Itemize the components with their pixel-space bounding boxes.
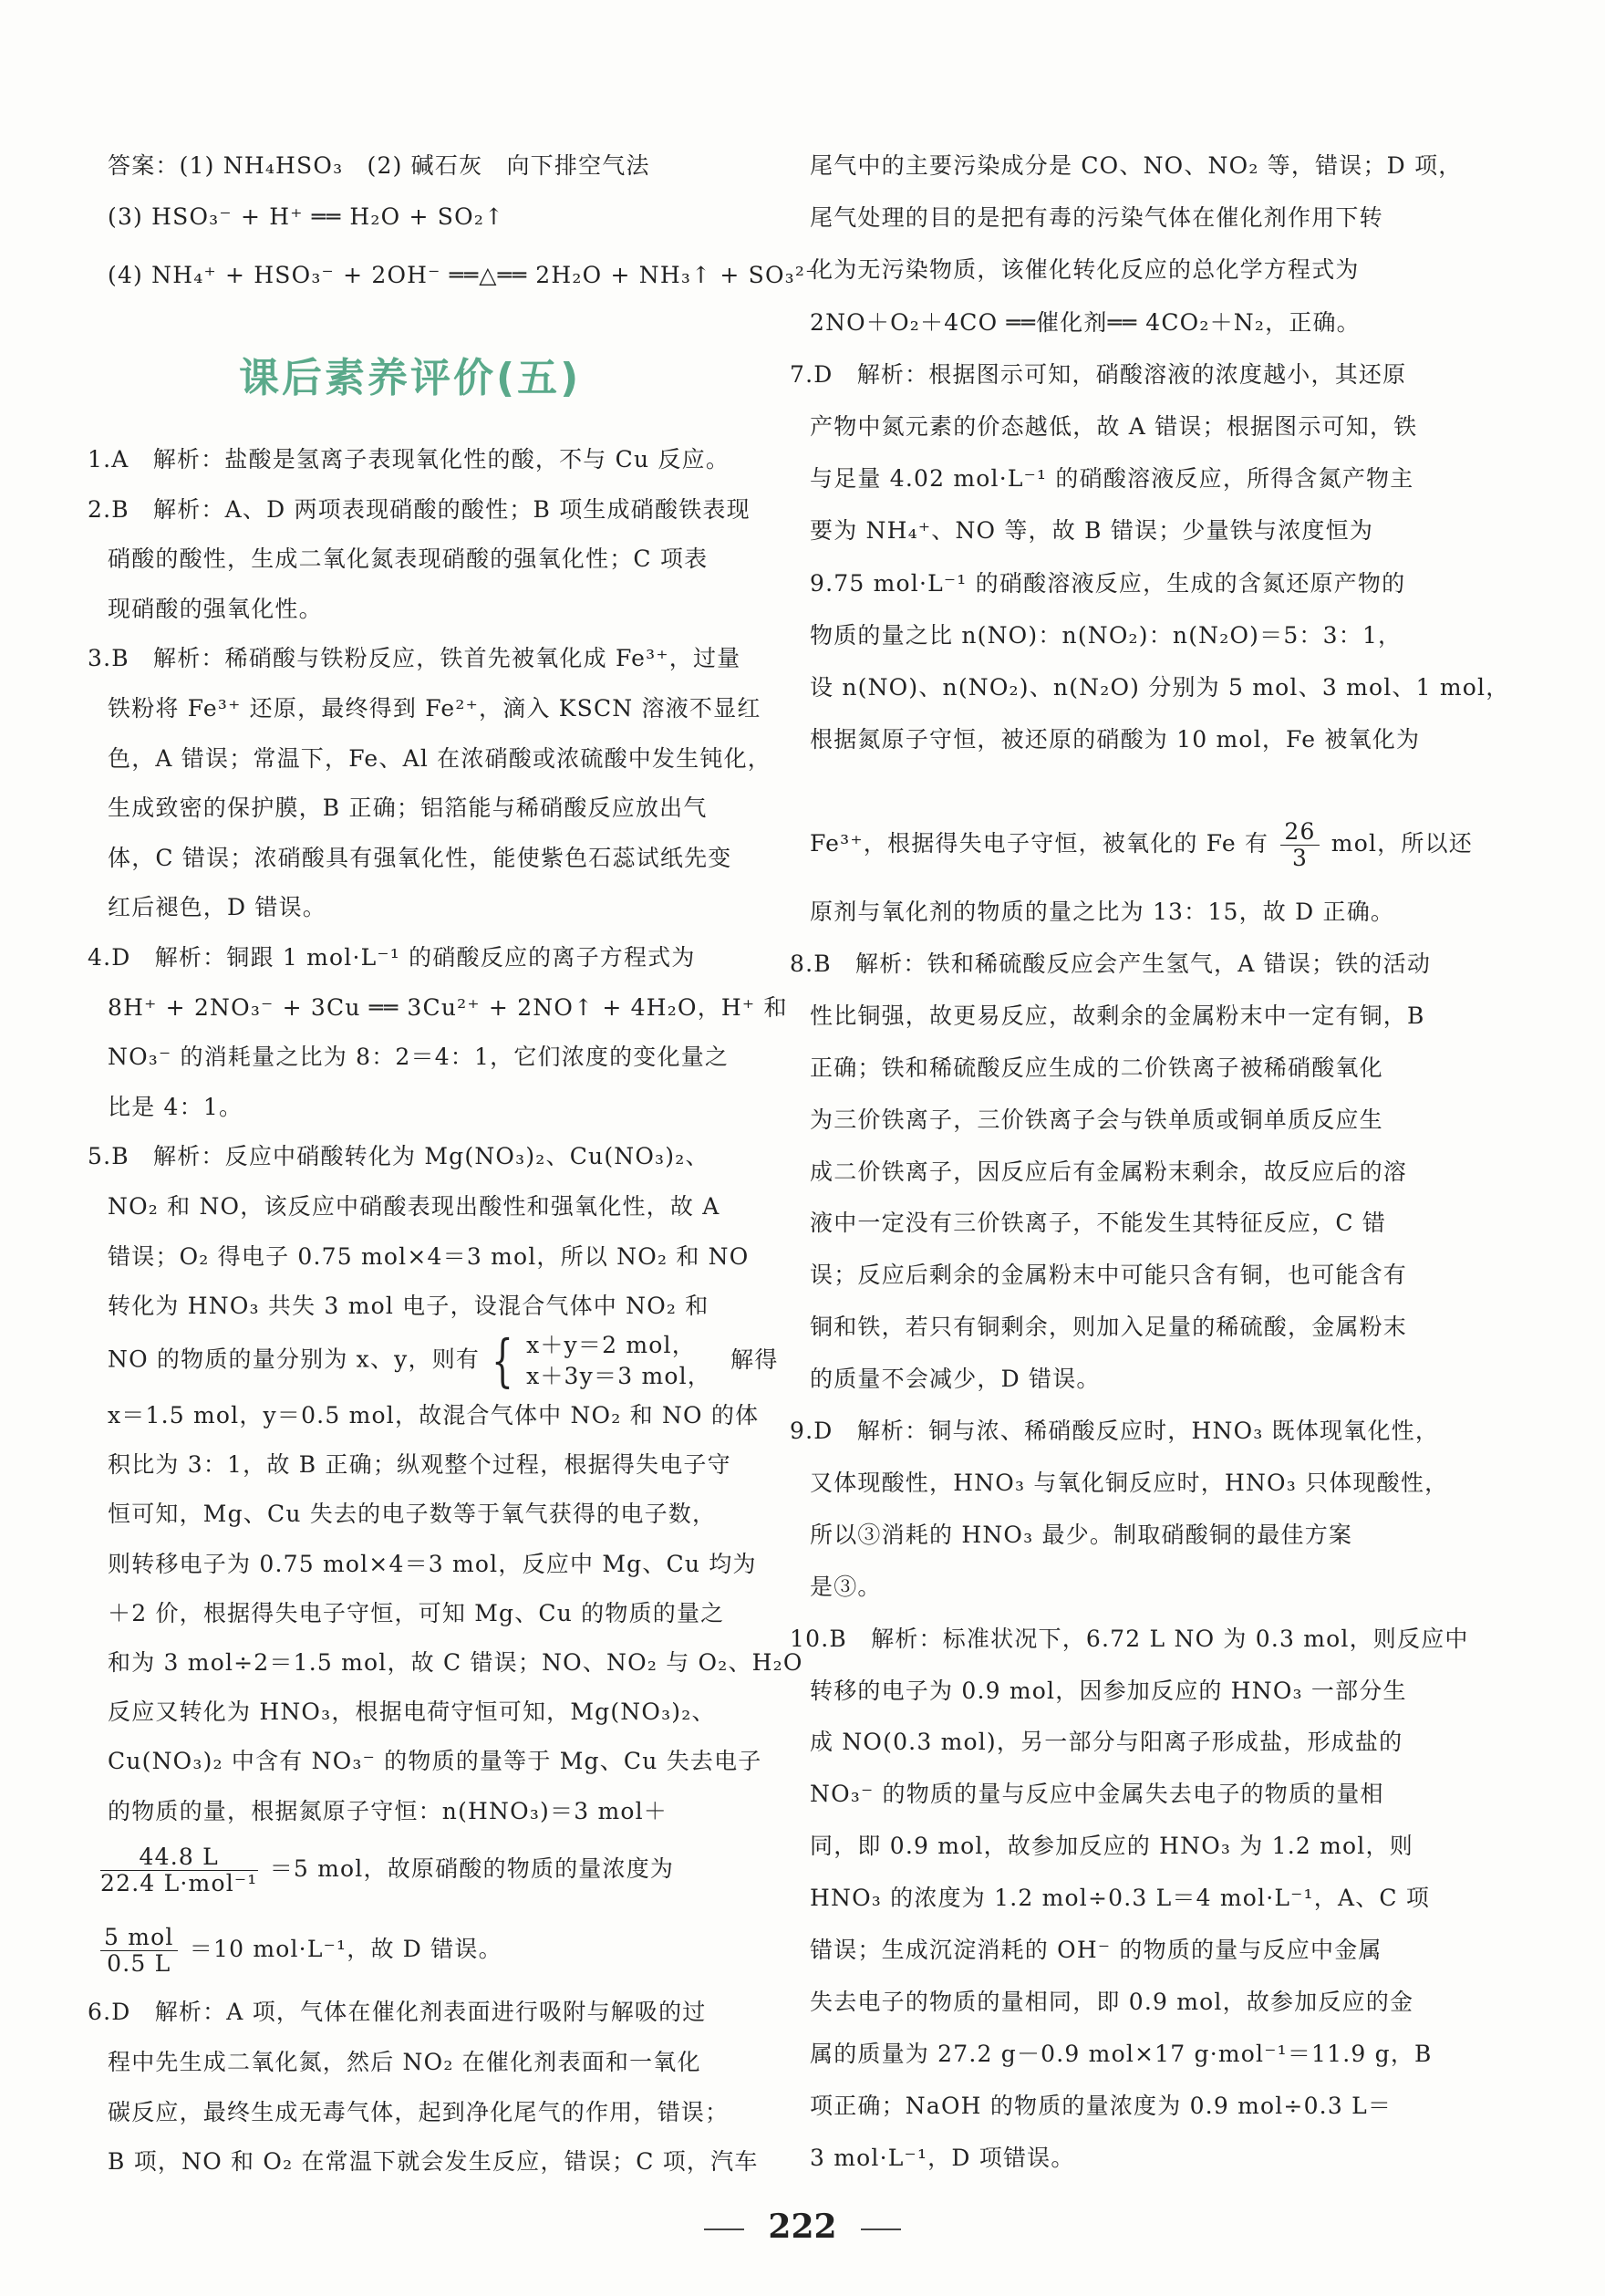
text-line: 产物中氮元素的价态越低，故 A 错误；根据图示可知，铁 xyxy=(810,413,1418,440)
text-line: HNO₃ 的浓度为 1.2 mol÷0.3 L＝4 mol·L⁻¹，A、C 项 xyxy=(810,1885,1431,1912)
text-line: 9.75 mol·L⁻¹ 的硝酸溶液反应，生成的含氮还原产物的 xyxy=(810,569,1406,597)
fraction-line-1 xyxy=(97,1844,674,1896)
page-number xyxy=(0,2208,1605,2246)
equation-2: x＋3y＝3 mol， xyxy=(526,1363,711,1389)
fraction-2-suffix: ＝10 mol·L⁻¹，故 D 错误。 xyxy=(189,1936,502,1962)
fraction-1-numerator: 44.8 L xyxy=(100,1844,258,1871)
answer-item: 2.B 解析：A、D 两项表现硝酸的酸性；B 项生成硝酸铁表现 xyxy=(88,495,751,523)
text-line: 现硝酸的强氧化性。 xyxy=(108,595,323,622)
answer-item: 4.D 解析：铜跟 1 mol·L⁻¹ 的硝酸反应的离子方程式为 xyxy=(88,944,696,971)
text-line: 生成致密的保护膜，B 正确；铝箔能与稀硝酸反应放出气 xyxy=(108,795,708,822)
answer-item: 1.A 解析：盐酸是氢离子表现氧化性的酸，不与 Cu 反应。 xyxy=(88,446,730,473)
equation-1: x＋y＝2 mol， xyxy=(526,1332,696,1358)
text-line: 正确；铁和稀硫酸反应生成的二价铁离子被稀硝酸氧化 xyxy=(810,1054,1383,1081)
fe-prefix: Fe³⁺，根据得失电子守恒，被氧化的 Fe 有 xyxy=(810,830,1269,857)
text-line: 根据氮原子守恒，被还原的硝酸为 10 mol，Fe 被氧化为 xyxy=(810,726,1421,753)
text-line: 成 NO(0.3 mol)，另一部分与阳离子形成盐，形成盐的 xyxy=(810,1729,1403,1756)
answer-item: 5.B 解析：反应中硝酸转化为 Mg(NO₃)₂、Cu(NO₃)₂、 xyxy=(88,1143,709,1170)
left-brace: { xyxy=(492,1327,514,1394)
system-prefix: NO 的物质的量分别为 x、y，则有 xyxy=(108,1345,481,1373)
text-line: 恒可知，Mg、Cu 失去的电子数等于氧气获得的电子数， xyxy=(108,1501,717,1528)
page-dash-left xyxy=(704,2228,744,2230)
text-line: 原剂与氧化剂的物质的量之比为 13：15，故 D 正确。 xyxy=(810,899,1395,925)
text-line: 3 mol·L⁻¹，D 项错误。 xyxy=(810,2144,1075,2171)
text-line: 程中先生成二氧化氮，然后 NO₂ 在催化剂表面和一氧化 xyxy=(108,2048,701,2075)
text-line: 设 n(NO)、n(NO₂)、n(N₂O) 分别为 5 mol、3 mol、1 mol， xyxy=(810,674,1510,701)
fe-fraction-line xyxy=(810,819,1473,871)
fraction-2-denominator: 0.5 L xyxy=(107,1950,171,1977)
answer-item: 7.D 解析：根据图示可知，硝酸溶液的浓度越小，其还原 xyxy=(790,360,1407,388)
text-line: 硝酸的酸性，生成二氧化氮表现硝酸的强氧化性；C 项表 xyxy=(108,545,709,573)
text-line: 的质量不会减少，D 错误。 xyxy=(810,1366,1101,1393)
text-line: 同，即 0.9 mol，故参加反应的 HNO₃ 为 1.2 mol，则 xyxy=(810,1833,1413,1860)
fraction-1 xyxy=(100,1844,258,1896)
text-line: 性比铜强，故更易反应，故剩余的金属粉末中一定有铜，B xyxy=(810,1002,1425,1029)
fraction-line-2 xyxy=(97,1925,502,1977)
equation-system-line xyxy=(108,1327,779,1394)
text-line: 所以③消耗的 HNO₃ 最少。制取硝酸铜的最佳方案 xyxy=(810,1521,1353,1548)
text-line: 铜和铁，若只有铜剩余，则加入足量的稀硫酸，金属粉末 xyxy=(810,1314,1408,1341)
answer-item: 9.D 解析：铜与浓、稀硝酸反应时，HNO₃ 既体现氧化性， xyxy=(790,1418,1440,1444)
text-line: 反应又转化为 HNO₃，根据电荷守恒可知，Mg(NO₃)₂、 xyxy=(108,1699,716,1726)
text-line: 8H⁺ + 2NO₃⁻ + 3Cu ══ 3Cu²⁺ + 2NO↑ + 4H₂O，H⁺ 和 xyxy=(108,993,788,1021)
text-line: 成二价铁离子，因反应后有金属粉末剩余，故反应后的溶 xyxy=(810,1158,1408,1185)
text-line: 碳反应，最终生成无毒气体，起到净化尾气的作用，错误； xyxy=(108,2098,730,2125)
answer-line-3: (4) NH₄⁺ + HSO₃⁻ + 2OH⁻ ══△══ 2H₂O + NH₃↑ + SO₃²⁻ xyxy=(108,262,819,288)
fraction-3-numerator: 26 xyxy=(1280,819,1319,846)
text-line: Cu(NO₃)₂ 中含有 NO₃⁻ 的物质的量等于 Mg、Cu 失去电子 xyxy=(108,1748,762,1775)
answer-item: 6.D 解析：A 项，气体在催化剂表面进行吸附与解吸的过 xyxy=(88,1999,707,2025)
fraction-1-denominator: 22.4 L·mol⁻¹ xyxy=(100,1870,258,1896)
text-line: NO₂ 和 NO，该反应中硝酸表现出酸性和强氧化性，故 A xyxy=(108,1193,720,1220)
system-suffix: 解得 xyxy=(730,1345,779,1373)
text-line: 为三价铁离子，三价铁离子会与铁单质或铜单质反应生 xyxy=(810,1106,1383,1133)
text-line: 又体现酸性，HNO₃ 与氧化铜反应时，HNO₃ 只体现酸性， xyxy=(810,1469,1449,1496)
text-line: 与足量 4.02 mol·L⁻¹ 的硝酸溶液反应，所得含氮产物主 xyxy=(810,465,1414,493)
text-line: 铁粉将 Fe³⁺ 还原，最终得到 Fe²⁺，滴入 KSCN 溶液不显红 xyxy=(108,695,761,722)
answer-item: 10.B 解析：标准状况下，6.72 L NO 为 0.3 mol，则反应中 xyxy=(790,1625,1469,1652)
text-line: 的物质的量，根据氮原子守恒：n(HNO₃)＝3 mol＋ xyxy=(108,1797,668,1824)
text-line: 尾气处理的目的是把有毒的污染气体在催化剂作用下转 xyxy=(810,204,1383,232)
equation-system xyxy=(526,1330,711,1392)
text-line: 液中一定没有三价铁离子，不能发生其特征反应，C 错 xyxy=(810,1210,1387,1237)
text-line: 转移的电子为 0.9 mol，因参加反应的 HNO₃ 一部分生 xyxy=(810,1677,1407,1704)
text-line: 项正确；NaOH 的物质的量浓度为 0.9 mol÷0.3 L＝ xyxy=(810,2092,1393,2119)
text-line: NO₃⁻ 的物质的量与反应中金属失去电子的物质的量相 xyxy=(810,1781,1384,1808)
text-line: x＝1.5 mol，y＝0.5 mol，故混合气体中 NO₂ 和 NO 的体 xyxy=(108,1402,760,1429)
text-line: 尾气中的主要污染成分是 CO、NO、NO₂ 等，错误；D 项， xyxy=(810,152,1463,179)
text-line: 是③。 xyxy=(810,1573,882,1600)
fe-suffix: mol，所以还 xyxy=(1331,830,1473,857)
page-number-text: 222 xyxy=(768,2208,837,2246)
text-line: 物质的量之比 n(NO)：n(NO₂)：n(N₂O)＝5：3：1， xyxy=(810,621,1403,649)
fraction-3-denominator: 3 xyxy=(1291,845,1309,871)
text-line: 化为无污染物质，该催化转化反应的总化学方程式为 xyxy=(810,256,1360,284)
text-line: 失去电子的物质的量相同，即 0.9 mol，故参加反应的金 xyxy=(810,1988,1414,2015)
text-line: ＋2 价，根据得失电子守恒，可知 Mg、Cu 的物质的量之 xyxy=(108,1599,725,1626)
answer-item: 8.B 解析：铁和稀硫酸反应会产生氢气，A 错误；铁的活动 xyxy=(790,950,1432,977)
text-line: 属的质量为 27.2 g－0.9 mol×17 g·mol⁻¹＝11.9 g，B xyxy=(810,2040,1433,2067)
text-line: 2NO＋O₂＋4CO ══催化剂══ 4CO₂＋N₂，正确。 xyxy=(810,308,1361,336)
text-line: B 项，NO 和 O₂ 在常温下就会发生反应，错误；C 项，汽车 xyxy=(108,2148,759,2176)
text-line: 红后褪色，D 错误。 xyxy=(108,894,326,921)
answer-line-2: (3) HSO₃⁻ + H⁺ ══ H₂O + SO₂↑ xyxy=(108,203,505,230)
text-line: 误；反应后剩余的金属粉末中可能只含有铜，也可能含有 xyxy=(810,1262,1408,1289)
answer-item: 3.B 解析：稀硝酸与铁粉反应，铁首先被氧化成 Fe³⁺，过量 xyxy=(88,645,741,672)
answer-line-1: 答案：(1) NH₄HSO₃ (2) 碱石灰 向下排空气法 xyxy=(108,152,650,179)
text-line: 要为 NH₄⁺、NO 等，故 B 错误；少量铁与浓度恒为 xyxy=(810,517,1374,545)
text-line: 积比为 3：1，故 B 正确；纵观整个过程，根据得失电子守 xyxy=(108,1451,731,1479)
text-line: 色，A 错误；常温下，Fe、Al 在浓硝酸或浓硫酸中发生钝化， xyxy=(108,744,771,772)
text-line: NO₃⁻ 的消耗量之比为 8：2＝4：1，它们浓度的变化量之 xyxy=(108,1044,730,1071)
page-dash-right xyxy=(861,2228,901,2230)
text-line: 错误；O₂ 得电子 0.75 mol×4＝3 mol，所以 NO₂ 和 NO xyxy=(108,1242,750,1270)
text-line: 则转移电子为 0.75 mol×4＝3 mol，反应中 Mg、Cu 均为 xyxy=(108,1550,757,1577)
fraction-3 xyxy=(1280,819,1319,871)
text-line: 转化为 HNO₃ 共失 3 mol 电子，设混合气体中 NO₂ 和 xyxy=(108,1293,709,1320)
fraction-2 xyxy=(100,1925,178,1977)
fraction-1-suffix: ＝5 mol，故原硝酸的物质的量浓度为 xyxy=(269,1855,675,1882)
text-line: 和为 3 mol÷2＝1.5 mol，故 C 错误；NO、NO₂ 与 O₂、H₂O xyxy=(108,1649,803,1676)
section-title: 课后素养评价(五) xyxy=(239,355,582,401)
text-line: 体，C 错误；浓硝酸具有强氧化性，能使紫色石蕊试纸先变 xyxy=(108,844,732,871)
text-line: 错误；生成沉淀消耗的 OH⁻ 的物质的量与反应中金属 xyxy=(810,1937,1382,1963)
fraction-2-numerator: 5 mol xyxy=(100,1925,178,1951)
text-line: 比是 4：1。 xyxy=(108,1093,243,1120)
